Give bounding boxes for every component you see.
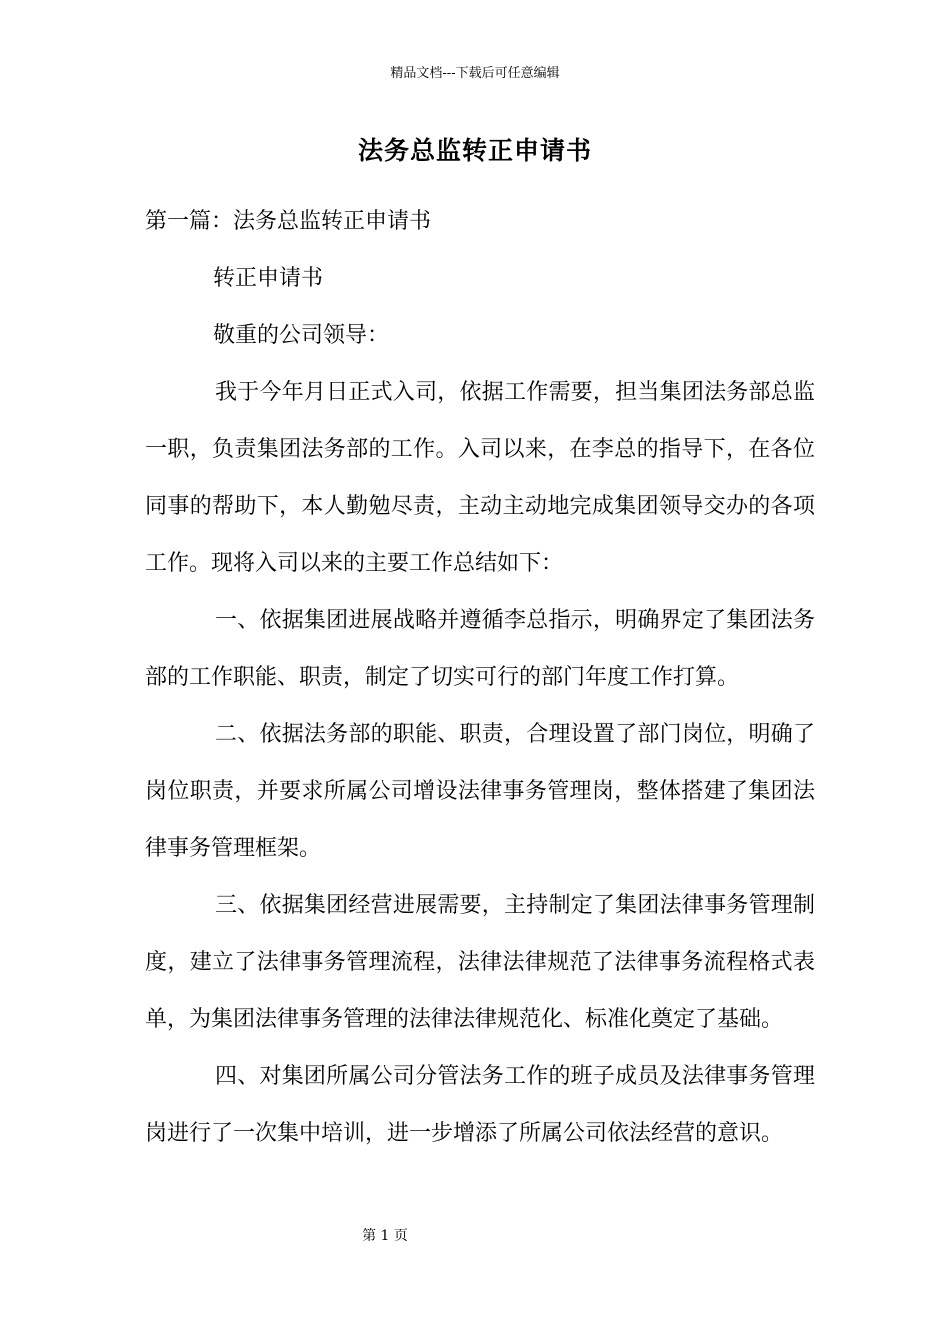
- body-paragraph-2: 一、依据集团进展战略并遵循李总指示，明确界定了集团法务部的工作职能、职责，制定了切实可行的部门年度工作打算。: [145, 608, 815, 690]
- document-body: [145, 250, 815, 1162]
- salutation: 敬重的公司领导：: [213, 323, 390, 348]
- section-heading: 第一篇：法务总监转正申请书: [145, 209, 432, 234]
- document-body-top: [145, 193, 815, 250]
- body-paragraph-3: 二、依据法务部的职能、职责，合理设置了部门岗位，明确了岗位职责，并要求所属公司增设法律事务管理岗，整体搭建了集团法律事务管理框架。: [145, 722, 815, 861]
- body-paragraph-1: 我于今年月日正式入司，依据工作需要，担当集团法务部总监一职，负责集团法务部的工作。入司以来，在李总的指导下，在各位同事的帮助下，本人勤勉尽责，主动主动地完成集团领导交办的各项工作。现将入司以来的主要工作总结如下：: [145, 380, 815, 576]
- page-header: 精品文档---下载后可任意编辑: [390, 66, 560, 81]
- page-number: 第 1 页: [362, 1228, 408, 1244]
- document-title: 法务总监转正申请书: [357, 136, 592, 165]
- subtitle: 转正申请书: [213, 266, 324, 291]
- body-paragraph-4: 三、依据集团经营进展需要，主持制定了集团法律事务管理制度，建立了法律事务管理流程，法律法律规范了法律事务流程格式表单，为集团法律事务管理的法律法律规范化、标准化奠定了基础。: [145, 893, 815, 1032]
- body-paragraph-5: 四、对集团所属公司分管法务工作的班子成员及法律事务管理岗进行了一次集中培训，进一步增添了所属公司依法经营的意识。: [145, 1064, 815, 1146]
